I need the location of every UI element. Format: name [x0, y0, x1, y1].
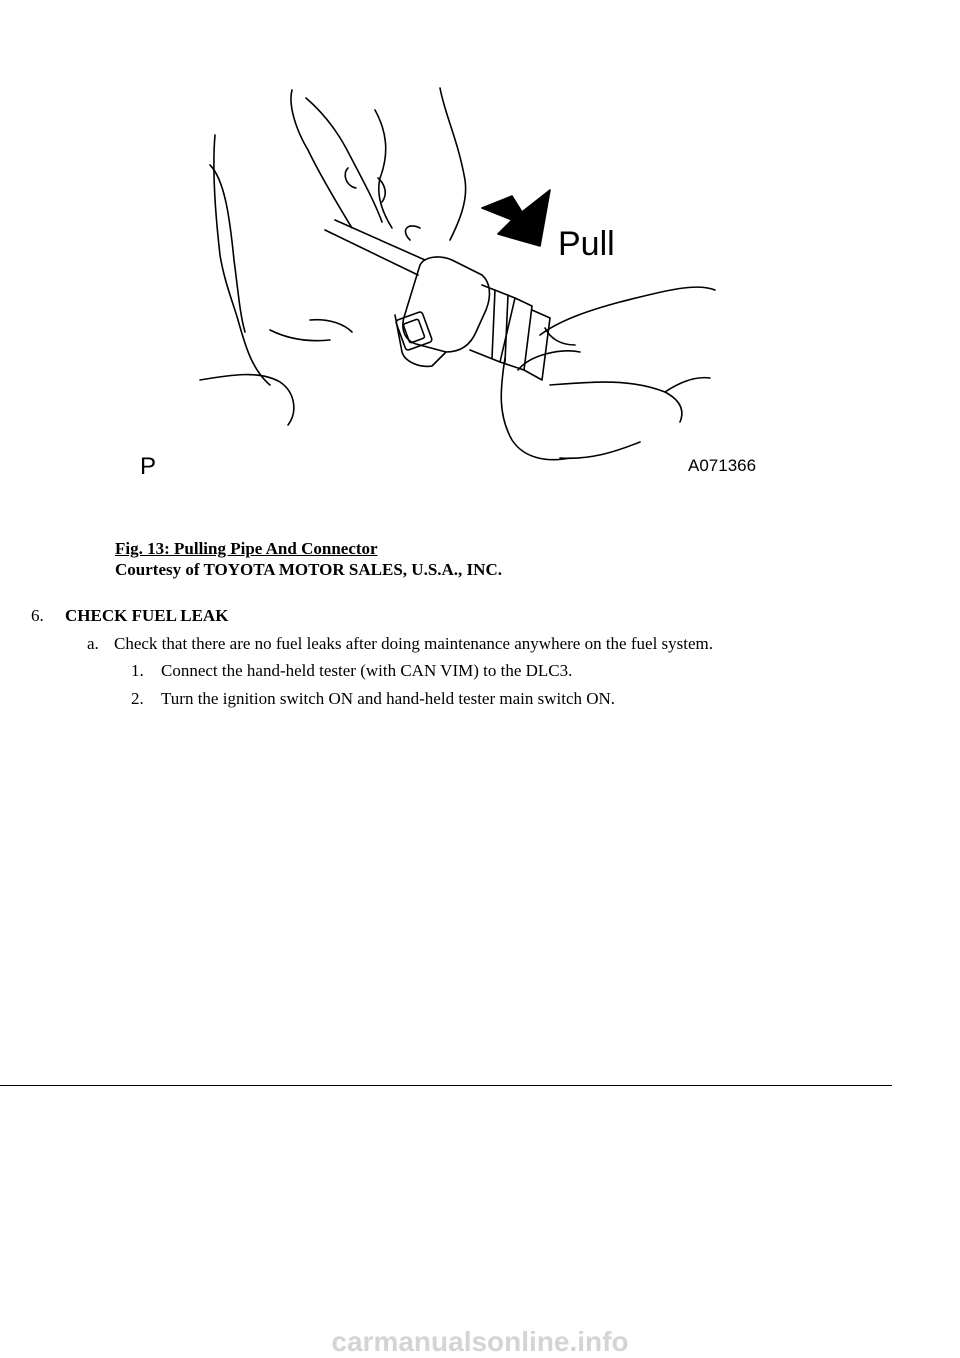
step-title: CHECK FUEL LEAK — [65, 606, 229, 625]
list-item-text: Turn the ignition switch ON and hand-held tester main switch ON. — [161, 689, 616, 708]
page-divider — [0, 1085, 892, 1086]
watermark — [0, 1325, 960, 1358]
figure-caption — [115, 538, 502, 580]
figure-title: Fig. 13: Pulling Pipe And Connector — [115, 539, 378, 558]
step-number: 6. — [31, 606, 44, 625]
corner-label: P — [140, 453, 157, 480]
list-item-marker: 2. — [131, 689, 144, 708]
figure-code: A071366 — [688, 456, 757, 475]
substep-marker: a. — [87, 634, 99, 653]
watermark-text: carmanualsonline.info — [331, 1326, 629, 1357]
substep-text: Check that there are no fuel leaks after doing maintenance anywhere on the fuel system. — [114, 634, 714, 653]
list-item-marker: 1. — [131, 661, 144, 680]
pulling-pipe-illustration — [120, 70, 800, 490]
list-item-text: Connect the hand-held tester (with CAN VIM) to the DLC3. — [161, 661, 573, 680]
figure-credit: Courtesy of TOYOTA MOTOR SALES, U.S.A., INC. — [115, 560, 502, 579]
pull-label: Pull — [558, 225, 615, 263]
